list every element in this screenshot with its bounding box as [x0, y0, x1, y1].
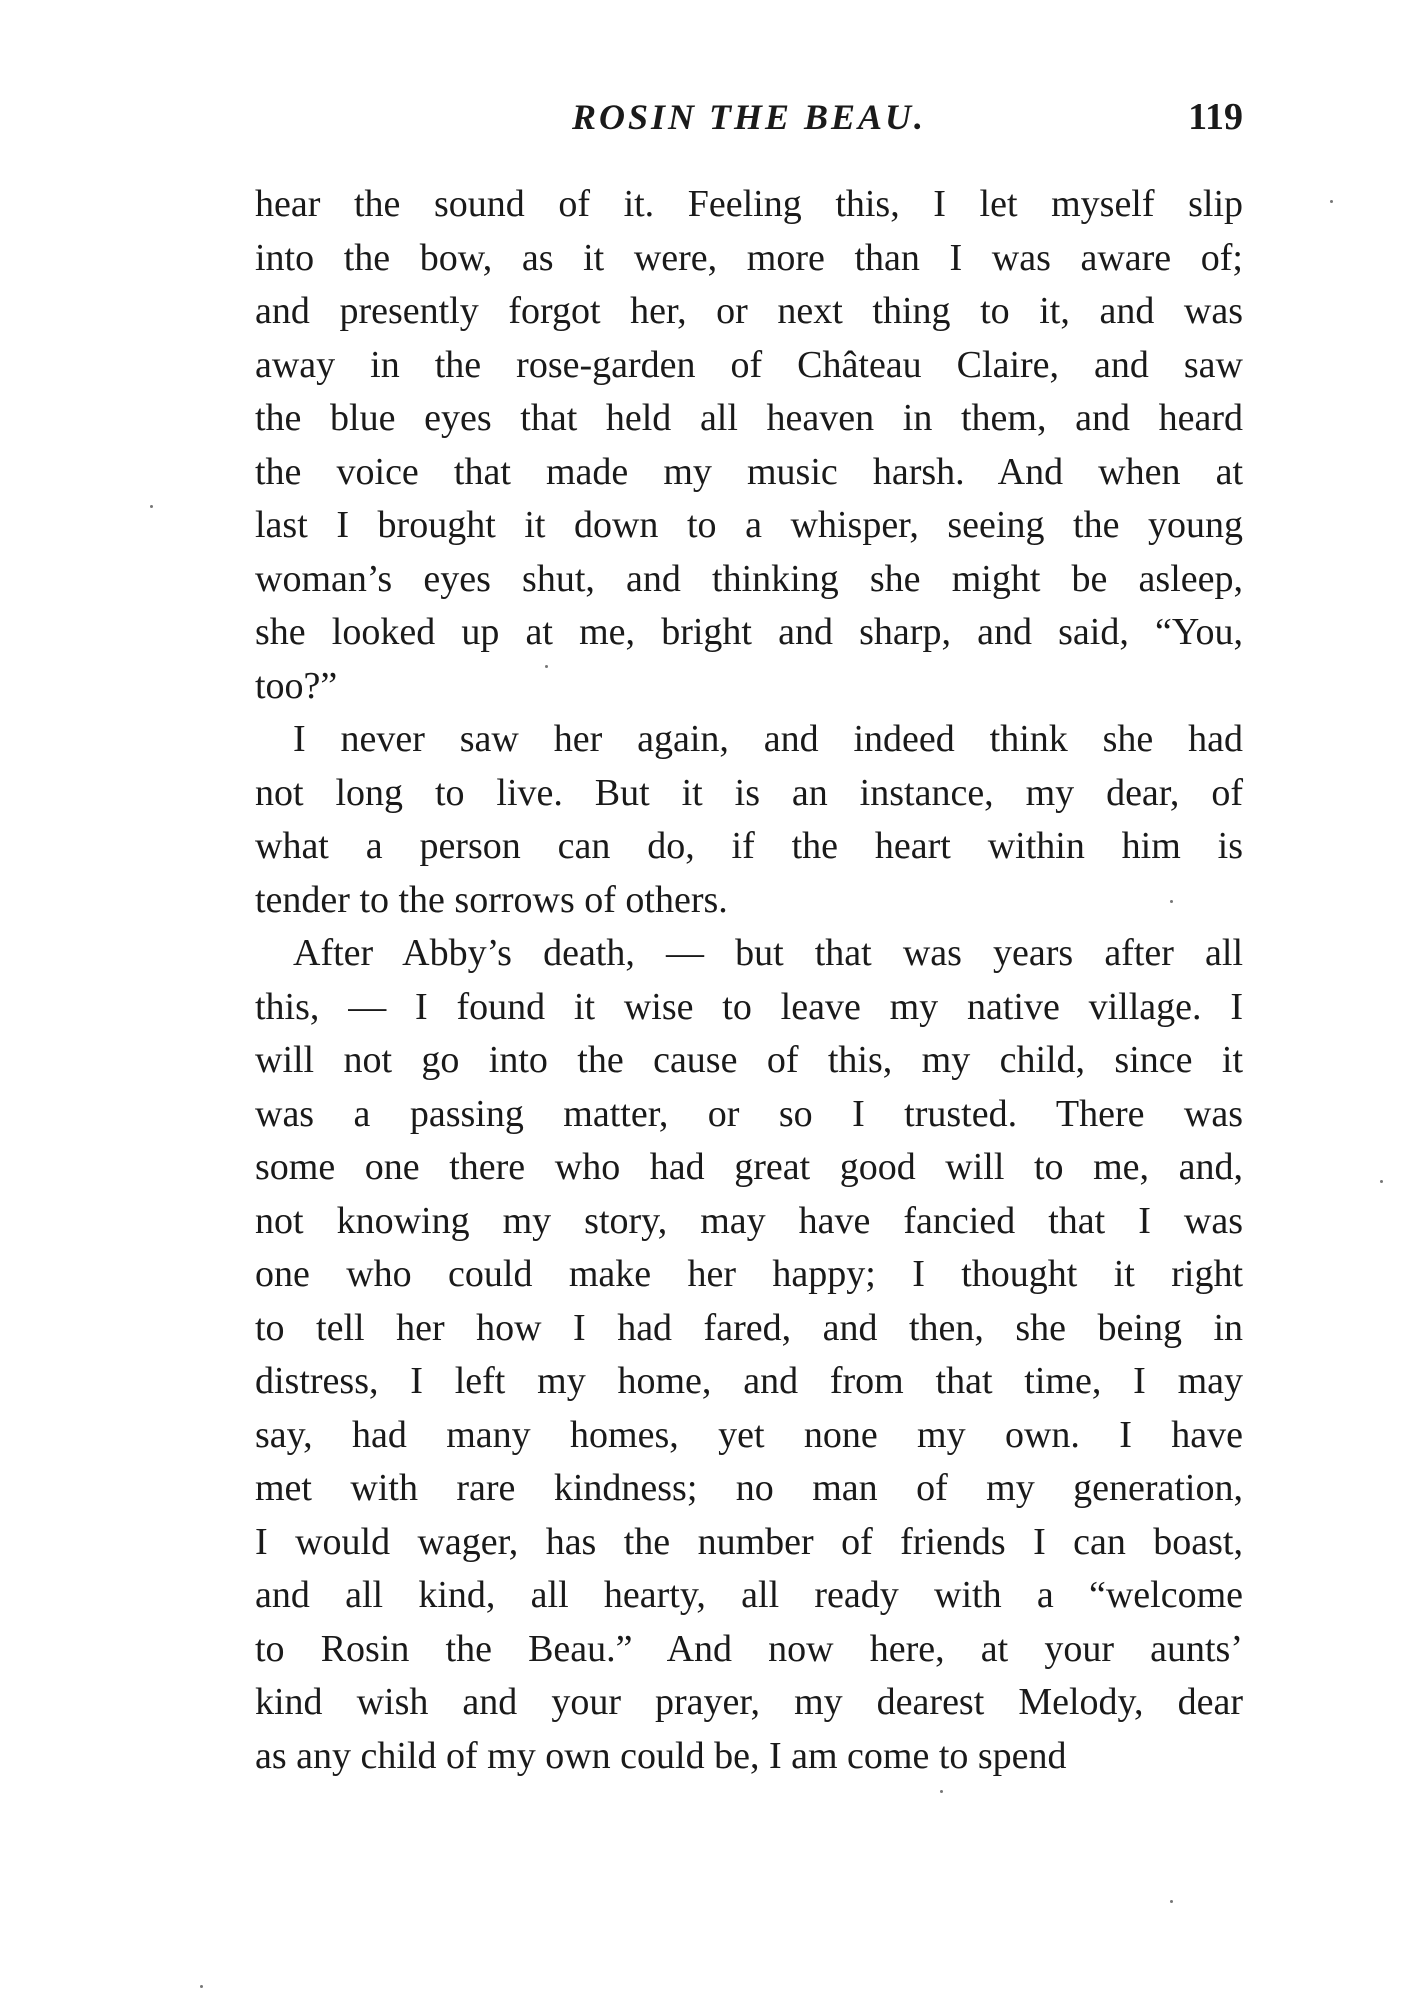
paper-speck: [1170, 1900, 1173, 1903]
paper-speck: [200, 1985, 203, 1988]
text-line: she looked up at me, bright and sharp, and said, “You,: [255, 611, 1243, 653]
text-line: as any child of my own could be, I am come to spend: [255, 1734, 1067, 1777]
paper-speck: [1330, 200, 1333, 203]
text-line: hear the sound of it. Feeling this, I let myself slip: [255, 183, 1243, 225]
text-line: kind wish and your prayer, my dearest Melody, dear: [255, 1681, 1243, 1723]
text-line: some one there who had great good will to me, and,: [255, 1146, 1243, 1188]
text-line: woman’s eyes shut, and thinking she might be asleep,: [255, 557, 1243, 600]
text-line: away in the rose-garden of Château Claire, and saw: [255, 343, 1243, 386]
text-line: say, had many homes, yet none my own. I have: [255, 1413, 1243, 1456]
paragraph: [255, 178, 1243, 713]
text-line: not long to live. But it is an instance, my dear, of: [255, 771, 1243, 814]
text-line: last I brought it down to a whisper, seeing the young: [255, 504, 1243, 546]
text-line: After Abby’s death, — but that was years after all: [293, 932, 1243, 974]
text-line: to tell her how I had fared, and then, she being in: [255, 1306, 1243, 1349]
paragraph: [255, 927, 1243, 1783]
paragraph: [255, 713, 1243, 927]
text-line: what a person can do, if the heart within him is: [255, 825, 1243, 867]
paper-speck: [545, 665, 548, 668]
text-line: was a passing matter, or so I trusted. There was: [255, 1092, 1243, 1135]
text-line: the voice that made my music harsh. And when at: [255, 450, 1243, 493]
paper-speck: [150, 505, 153, 508]
text-line: one who could make her happy; I thought it right: [255, 1253, 1243, 1295]
text-line: I would wager, has the number of friends I can boast,: [255, 1520, 1243, 1563]
paper-speck: [1380, 1180, 1383, 1183]
page-number: 119: [1188, 96, 1243, 138]
text-line: and presently forgot her, or next thing to it, and was: [255, 290, 1243, 332]
paper-speck: [940, 1790, 943, 1793]
text-line: will not go into the cause of this, my child, since it: [255, 1039, 1243, 1081]
text-line: this, — I found it wise to leave my native village. I: [255, 985, 1243, 1028]
body-text: [255, 178, 1243, 1783]
text-line: distress, I left my home, and from that time, I may: [255, 1360, 1243, 1402]
running-title: ROSIN THE BEAU.: [571, 97, 927, 137]
text-line: too?”: [255, 664, 338, 707]
text-line: and all kind, all hearty, all ready with a “welcome: [255, 1574, 1243, 1616]
text-line: the blue eyes that held all heaven in them, and heard: [255, 397, 1243, 439]
text-line: met with rare kindness; no man of my generation,: [255, 1467, 1243, 1509]
text-line: to Rosin the Beau.” And now here, at your aunts’: [255, 1627, 1243, 1670]
running-head: [255, 92, 1243, 142]
text-line: tender to the sorrows of others.: [255, 878, 728, 921]
text-line: I never saw her again, and indeed think she had: [293, 718, 1243, 760]
paper-speck: [1170, 900, 1173, 903]
text-line: into the bow, as it were, more than I was aware of;: [255, 236, 1243, 279]
text-line: not knowing my story, may have fancied that I was: [255, 1199, 1243, 1242]
